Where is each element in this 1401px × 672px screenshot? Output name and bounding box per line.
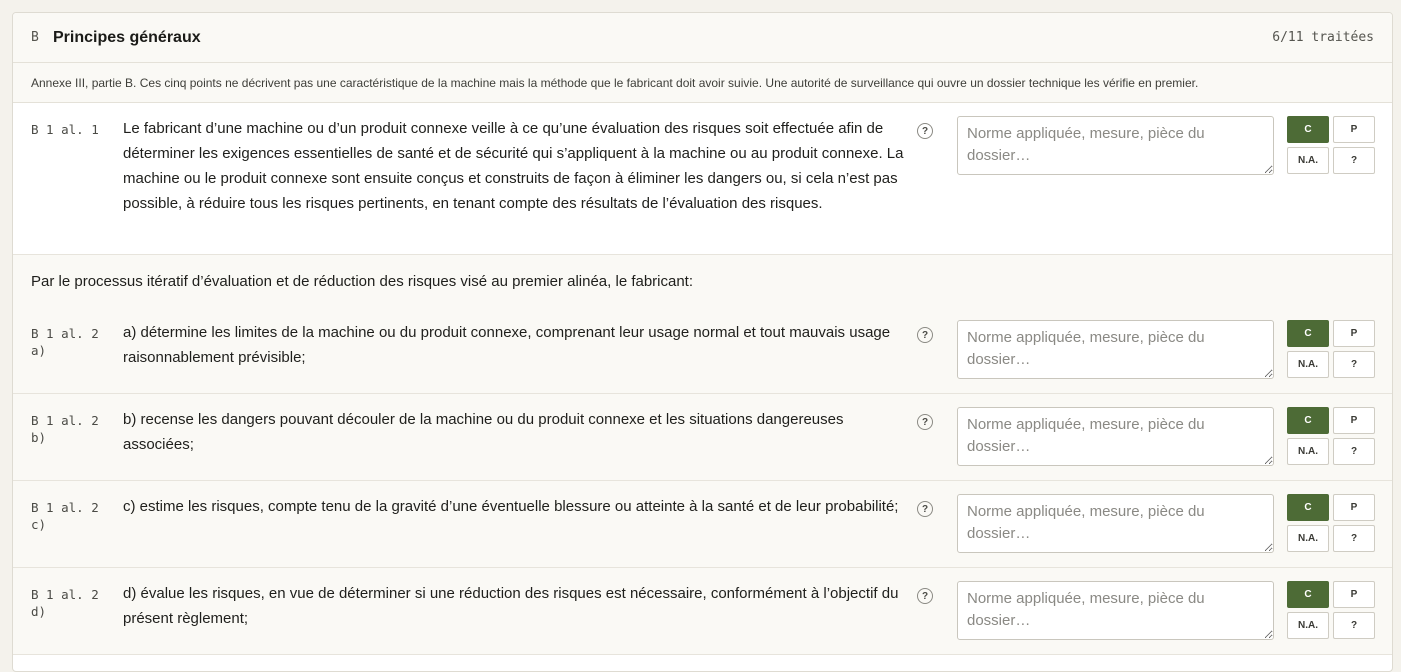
status-selector	[1287, 116, 1375, 174]
status-compliant-button[interactable]: C	[1287, 407, 1329, 434]
status-selector	[1287, 581, 1375, 639]
requirement-text: a) détermine les limites de la machine ou du produit connexe, comprenant leur usage normal et tout mauvais usage raisonnablement prévisible;	[123, 324, 891, 366]
section-heading	[31, 29, 201, 47]
help-icon[interactable]: ?	[917, 123, 933, 139]
requirement-code: B 1 al. 1	[31, 122, 99, 137]
group-intro: Par le processus itératif d’évaluation et de réduction des risques visé au premier alinéa, le fabricant:	[13, 255, 1392, 307]
section-progress-count: 6/11 traitées	[1272, 30, 1374, 45]
requirement-code: B 1 al. 2 a)	[31, 326, 99, 358]
requirement-code: B 1 al. 2 c)	[31, 500, 99, 532]
status-compliant-button[interactable]: C	[1287, 494, 1329, 521]
status-partial-button[interactable]: P	[1333, 407, 1375, 434]
requirement-list	[13, 103, 1392, 255]
evidence-note-input[interactable]	[957, 407, 1274, 466]
status-unknown-button[interactable]: ?	[1333, 147, 1375, 174]
status-not-applicable-button[interactable]: N.A.	[1287, 351, 1329, 378]
sub-requirement-list	[13, 307, 1392, 655]
help-icon[interactable]: ?	[917, 327, 933, 343]
status-unknown-button[interactable]: ?	[1333, 351, 1375, 378]
status-compliant-button[interactable]: C	[1287, 320, 1329, 347]
requirement-code: B 1 al. 2 b)	[31, 413, 99, 445]
help-icon[interactable]: ?	[917, 501, 933, 517]
status-not-applicable-button[interactable]: N.A.	[1287, 612, 1329, 639]
requirement-row	[13, 568, 1392, 655]
help-icon[interactable]: ?	[917, 414, 933, 430]
status-partial-button[interactable]: P	[1333, 494, 1375, 521]
status-not-applicable-button[interactable]: N.A.	[1287, 147, 1329, 174]
status-selector	[1287, 407, 1375, 465]
status-not-applicable-button[interactable]: N.A.	[1287, 438, 1329, 465]
status-not-applicable-button[interactable]: N.A.	[1287, 525, 1329, 552]
status-unknown-button[interactable]: ?	[1333, 525, 1375, 552]
requirement-row	[13, 394, 1392, 481]
requirement-row	[13, 481, 1392, 568]
requirement-text: c) estime les risques, compte tenu de la gravité d’une éventuelle blessure ou atteinte à la santé et de leur probabilité;	[123, 498, 899, 515]
requirement-row	[13, 103, 1392, 255]
evidence-note-input[interactable]	[957, 116, 1274, 175]
status-partial-button[interactable]: P	[1333, 320, 1375, 347]
evidence-note-input[interactable]	[957, 581, 1274, 640]
status-partial-button[interactable]: P	[1333, 116, 1375, 143]
status-selector	[1287, 320, 1375, 378]
status-compliant-button[interactable]: C	[1287, 581, 1329, 608]
requirement-text: d) évalue les risques, en vue de déterminer si une réduction des risques est nécessaire, conformément à l’objectif du présent règlement;	[123, 585, 899, 627]
status-compliant-button[interactable]: C	[1287, 116, 1329, 143]
status-unknown-button[interactable]: ?	[1333, 612, 1375, 639]
section-intro: Annexe III, partie B. Ces cinq points ne décrivent pas une caractéristique de la machine mais la méthode que le fabricant doit avoir suivie. Une autorité de surveillance qui ouvre un dossier technique les vérifie en premier.	[13, 63, 1392, 103]
status-selector	[1287, 494, 1375, 552]
section-letter: B	[31, 30, 39, 45]
requirement-row	[13, 307, 1392, 394]
evidence-note-input[interactable]	[957, 320, 1274, 379]
evidence-note-input[interactable]	[957, 494, 1274, 553]
help-icon[interactable]: ?	[917, 588, 933, 604]
section-title: Principes généraux	[53, 28, 201, 46]
section-header[interactable]	[13, 13, 1392, 63]
requirements-section-panel	[12, 12, 1393, 672]
status-unknown-button[interactable]: ?	[1333, 438, 1375, 465]
requirement-text: Le fabricant d’une machine ou d’un produit connexe veille à ce qu’une évaluation des risques soit effectuée afin de déterminer les exigences essentielles de santé et de sécurité qui s’appliquent à la machine ou au produit connexe. La machine ou le produit connexe sont ensuite conçus et construits de façon à éliminer les dangers ou, si cela n’est pas possible, à réduire tous les risques pertinents, en tenant compte des résultats de l’évaluation des risques.	[123, 120, 904, 212]
requirement-text: b) recense les dangers pouvant découler de la machine ou du produit connexe et les situations dangereuses associées;	[123, 411, 844, 453]
status-partial-button[interactable]: P	[1333, 581, 1375, 608]
requirement-code: B 1 al. 2 d)	[31, 587, 99, 619]
